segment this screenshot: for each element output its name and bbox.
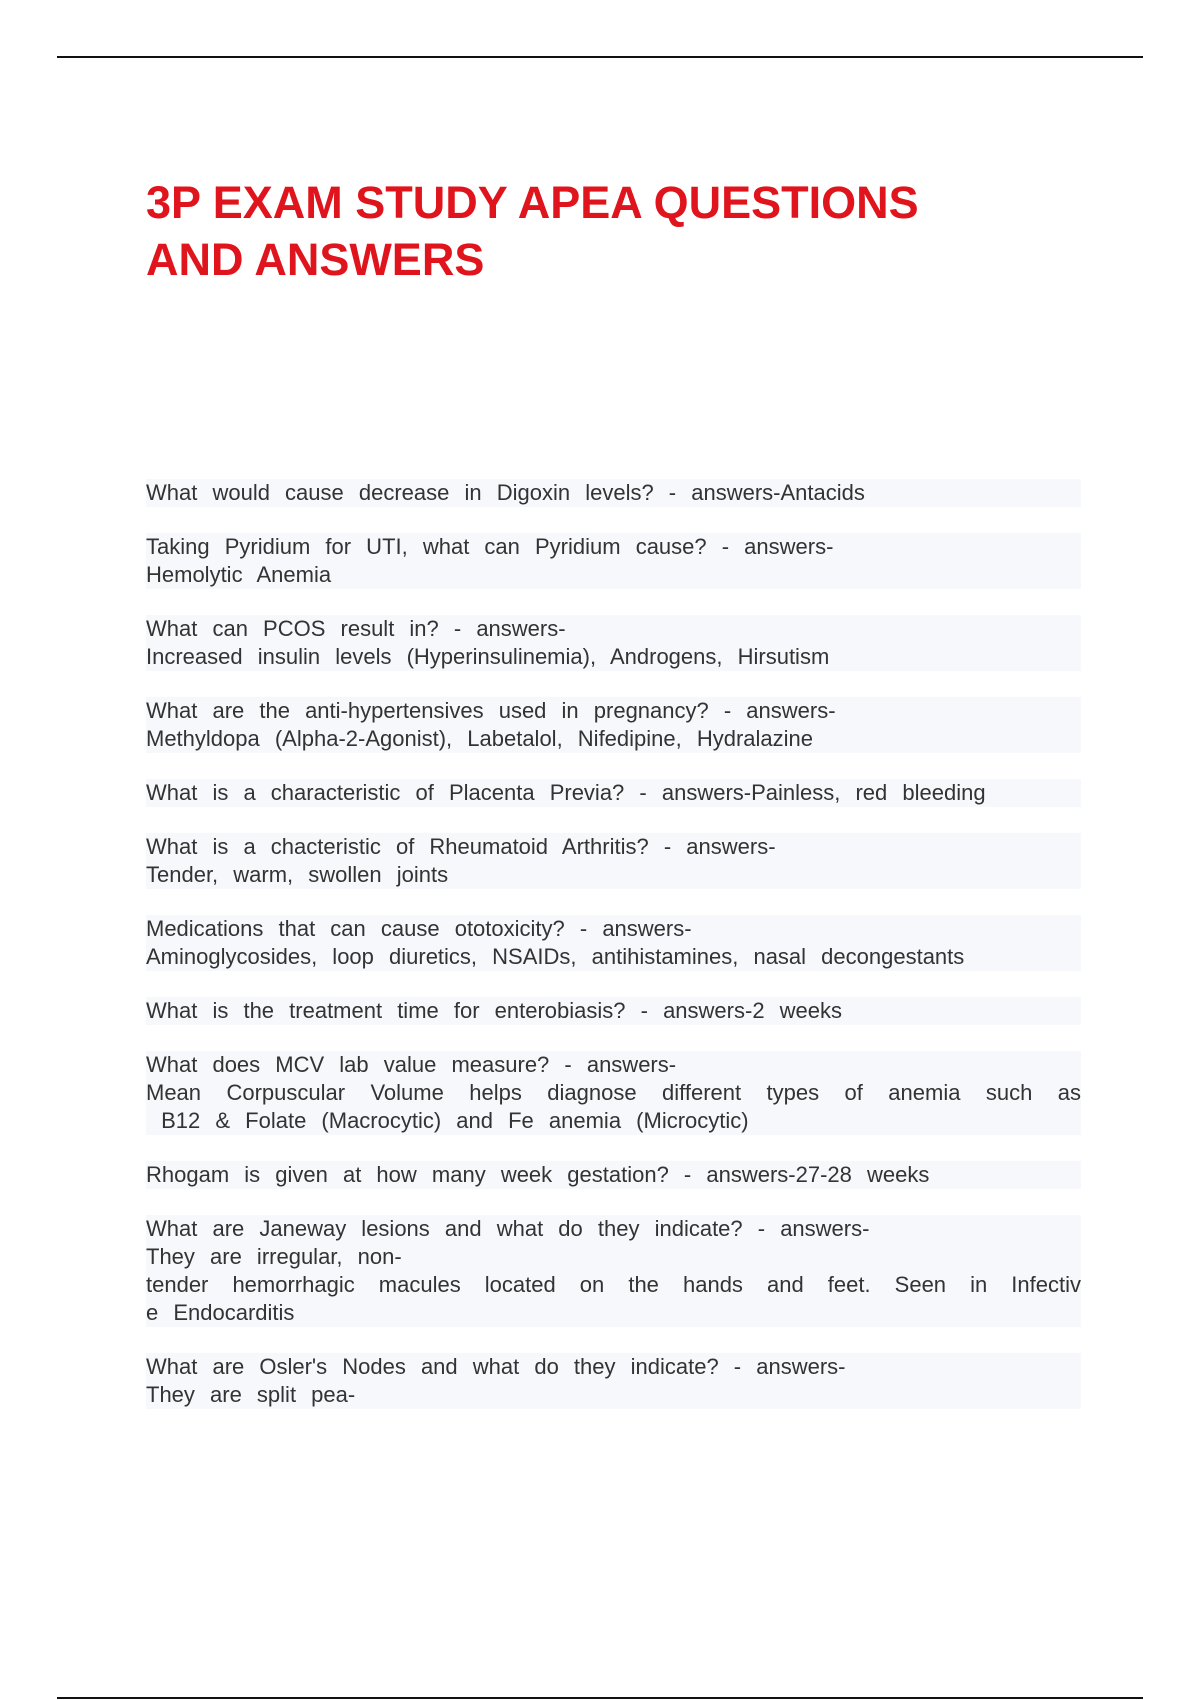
document-title	[146, 174, 1106, 288]
qa-line: Taking Pyridium for UTI, what can Pyridium cause? - answers-	[146, 533, 1081, 561]
qa-line: Methyldopa (Alpha-2-Agonist), Labetalol, Nifedipine, Hydralazine	[146, 725, 1081, 753]
qa-line: What are the anti-hypertensives used in pregnancy? - answers-	[146, 697, 1081, 725]
qa-line: They are irregular, non-	[146, 1243, 1081, 1271]
qa-item-enterobiasis	[146, 997, 1081, 1025]
qa-item-oslers-nodes	[146, 1353, 1081, 1409]
qa-list	[146, 479, 1081, 1435]
qa-line: What does MCV lab value measure? - answers-	[146, 1051, 1081, 1079]
qa-item-pyridium	[146, 533, 1081, 589]
qa-line: What would cause decrease in Digoxin levels? - answers-Antacids	[146, 479, 1081, 507]
qa-line: tender hemorrhagic macules located on the hands and feet. Seen in Infectiv	[146, 1272, 1081, 1297]
qa-line: What are Janeway lesions and what do they indicate? - answers-	[146, 1215, 1081, 1243]
qa-item-mcv	[146, 1051, 1081, 1135]
qa-item-janeway-lesions	[146, 1215, 1081, 1327]
qa-item-antihypertensives	[146, 697, 1081, 753]
qa-item-placenta-previa	[146, 779, 1081, 807]
top-rule	[57, 56, 1143, 58]
qa-line: What is a characteristic of Placenta Previa? - answers-Painless, red bleeding	[146, 779, 1081, 807]
qa-line: They are split pea-	[146, 1381, 1081, 1409]
qa-item-digoxin	[146, 479, 1081, 507]
title-line-2: AND ANSWERS	[146, 234, 485, 285]
qa-line: e Endocarditis	[146, 1299, 1081, 1327]
qa-line: B12 & Folate (Macrocytic) and Fe anemia (Microcytic)	[146, 1107, 1081, 1135]
qa-line: Increased insulin levels (Hyperinsulinemia), Androgens, Hirsutism	[146, 643, 1081, 671]
qa-item-rhogam	[146, 1161, 1081, 1189]
bottom-rule	[57, 1697, 1143, 1699]
qa-line: Medications that can cause ototoxicity? - answers-	[146, 915, 1081, 943]
qa-item-ototoxicity	[146, 915, 1081, 971]
qa-line: Hemolytic Anemia	[146, 561, 1081, 589]
qa-item-rheumatoid-arthritis	[146, 833, 1081, 889]
qa-line: What are Osler's Nodes and what do they indicate? - answers-	[146, 1353, 1081, 1381]
qa-item-pcos	[146, 615, 1081, 671]
qa-line: Rhogam is given at how many week gestation? - answers-27-28 weeks	[146, 1161, 1081, 1189]
qa-line: Tender, warm, swollen joints	[146, 861, 1081, 889]
title-line-1: 3P EXAM STUDY APEA QUESTIONS	[146, 177, 919, 228]
qa-line: What is the treatment time for enterobiasis? - answers-2 weeks	[146, 997, 1081, 1025]
qa-line: What is a chacteristic of Rheumatoid Arthritis? - answers-	[146, 833, 1081, 861]
qa-line: Aminoglycosides, loop diuretics, NSAIDs, antihistamines, nasal decongestants	[146, 943, 1081, 971]
qa-line: Mean Corpuscular Volume helps diagnose different types of anemia such as	[146, 1080, 1081, 1105]
qa-line: What can PCOS result in? - answers-	[146, 615, 1081, 643]
